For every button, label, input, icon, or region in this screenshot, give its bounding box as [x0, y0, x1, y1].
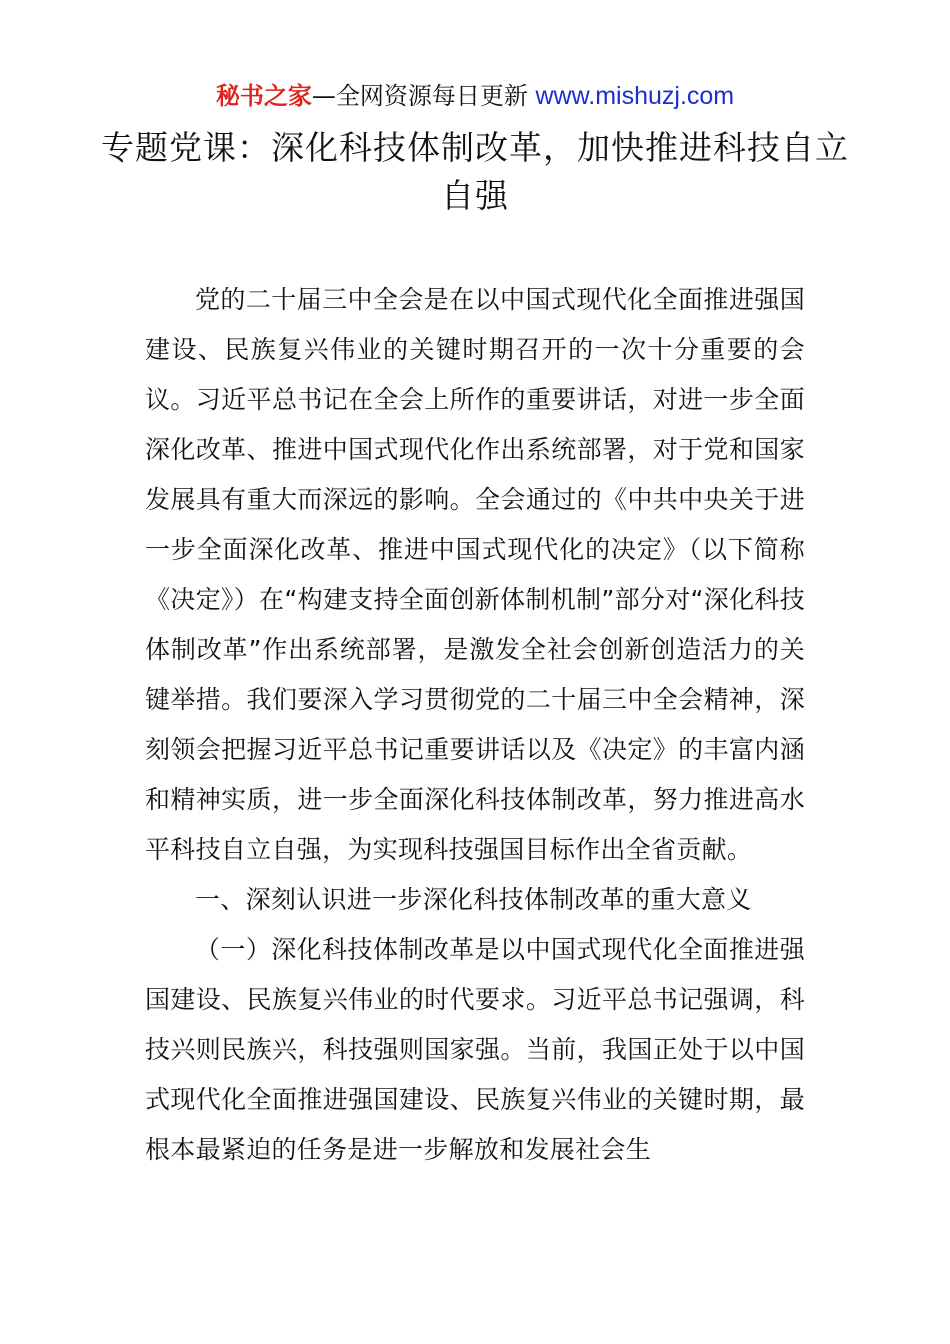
site-header: [0, 80, 950, 112]
site-brand: 秘书之家: [215, 82, 312, 110]
section-heading: 一、深刻认识进一步深化科技体制改革的重大意义: [195, 885, 752, 914]
intro-paragraph: 党的二十届三中全会是在以中国式现代化全面推进强国建设、民族复兴伟业的关键时期召开的一次十分重要的会议。习近平总书记在全会上所作的重要讲话，对进一步全面深化改革、推进中国式现代化作出系统部署，对于党和国家发展具有重大而深远的影响。全会通过的《中共中央关于进一步全面深化改革、推进中国式现代化的决定》（以下简称《决定》）在“构建支持全面创新体制机制”部分对“深化科技体制改革”作出系统部署，是激发全社会创新创造活力的关键举措。我们要深入学习贯彻党的二十届三中全会精神，深刻领会把握习近平总书记重要讲话以及《决定》的丰富内涵和精神实质，进一步全面深化科技体制改革，努力推进高水平科技自立自强，为实现科技强国目标作出全省贡献。: [145, 285, 805, 864]
document-body: [145, 275, 805, 1175]
site-tagline: —全网资源每日更新: [311, 82, 528, 110]
section-paragraph: （一）深化科技体制改革是以中国式现代化全面推进强国建设、民族复兴伟业的时代要求。习近平总书记强调，科技兴则民族兴，科技强则国家强。当前，我国正处于以中国式现代化全面推进强国建设、民族复兴伟业的关键时期，最根本最紧迫的任务是进一步解放和发展社会生: [145, 935, 805, 1164]
document-title: 专题党课：深化科技体制改革，加快推进科技自立自强: [101, 128, 849, 215]
site-url-link[interactable]: www.mishuzj.com: [535, 82, 735, 110]
